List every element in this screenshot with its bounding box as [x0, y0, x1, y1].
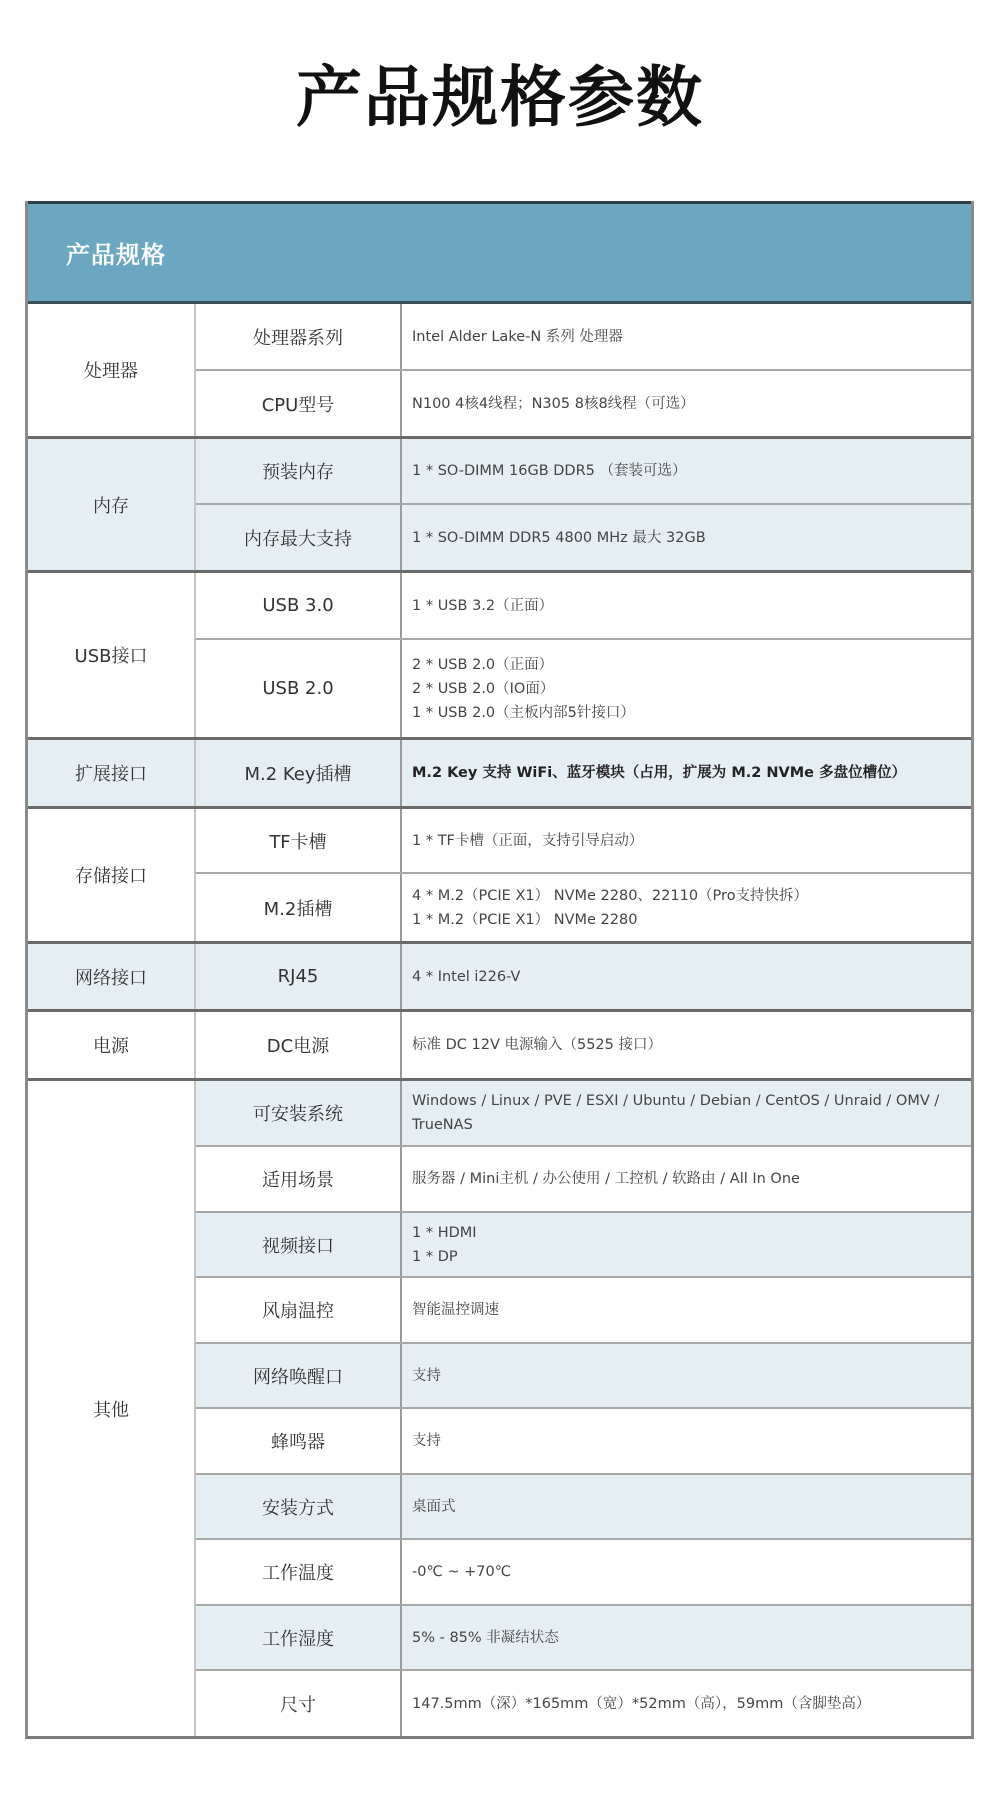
section-rows	[196, 809, 971, 941]
spec-row	[196, 1147, 971, 1213]
spec-section	[28, 1012, 971, 1081]
spec-value	[402, 740, 971, 806]
spec-section	[28, 439, 971, 573]
spec-row	[196, 809, 971, 874]
section-category: 内存	[28, 439, 196, 570]
spec-key: DC电源	[196, 1012, 402, 1078]
spec-value-line: 2 * USB 2.0（正面）	[412, 656, 554, 673]
spec-value	[402, 304, 971, 369]
spec-value-line: M.2 Key 支持 WiFi、蓝牙模块（占用，扩展为 M.2 NVMe 多盘位槽位）	[412, 765, 907, 781]
section-category: USB接口	[28, 573, 196, 737]
spec-row	[196, 944, 971, 1009]
spec-value	[402, 1409, 971, 1473]
spec-value-line: 4 * M.2（PCIE X1） NVMe 2280、22110（Pro支持快拆）	[412, 887, 809, 904]
spec-value-line: 5% - 85% 非凝结状态	[412, 1629, 559, 1646]
spec-value-line: 智能温控调速	[412, 1302, 499, 1318]
spec-value-line: 1 * SO-DIMM DDR5 4800 MHz 最大 32GB	[412, 529, 706, 546]
spec-value	[402, 944, 971, 1009]
spec-value-line: 4 * Intel i226-V	[412, 968, 521, 985]
section-category: 电源	[28, 1012, 196, 1078]
spec-key: 视频接口	[196, 1213, 402, 1276]
spec-value	[402, 809, 971, 872]
spec-value-line: 1 * USB 2.0（主板内部5针接口）	[412, 704, 635, 721]
spec-table	[25, 201, 974, 1739]
spec-value-line: 1 * HDMI	[412, 1224, 477, 1241]
spec-value	[402, 1606, 971, 1669]
page-title: 产品规格参数	[296, 59, 704, 136]
spec-value-line: 服务器 / Mini主机 / 办公使用 / 工控机 / 软路由 / All In One	[412, 1171, 800, 1187]
spec-key: 网络唤醒口	[196, 1344, 402, 1407]
spec-section	[28, 740, 971, 809]
section-rows	[196, 573, 971, 737]
section-category: 存储接口	[28, 809, 196, 941]
table-header-title: 产品规格	[66, 241, 166, 269]
spec-value-line: 标准 DC 12V 电源输入（5525 接口）	[412, 1037, 662, 1053]
spec-value	[402, 1213, 971, 1276]
spec-key: 预装内存	[196, 439, 402, 503]
spec-section	[28, 809, 971, 944]
spec-value-line: Intel Alder Lake-N 系列 处理器	[412, 328, 623, 345]
section-rows	[196, 944, 971, 1009]
spec-sections	[28, 304, 971, 1736]
spec-value-line: 1 * USB 3.2（正面）	[412, 597, 554, 614]
spec-key: USB 2.0	[196, 640, 402, 737]
section-category: 扩展接口	[28, 740, 196, 806]
spec-key: 可安装系统	[196, 1081, 402, 1145]
section-rows	[196, 1081, 971, 1736]
spec-key: 工作湿度	[196, 1606, 402, 1669]
spec-key: USB 3.0	[196, 573, 402, 638]
spec-value	[402, 1081, 971, 1145]
spec-row	[196, 371, 971, 436]
spec-key: 蜂鸣器	[196, 1409, 402, 1473]
spec-value-line: 1 * TF卡槽（正面，支持引导启动）	[412, 832, 644, 849]
spec-key: CPU型号	[196, 371, 402, 436]
spec-key: M.2插槽	[196, 874, 402, 941]
table-header	[28, 201, 971, 304]
spec-value-line: 桌面式	[412, 1498, 456, 1515]
spec-value	[402, 640, 971, 737]
spec-section	[28, 573, 971, 740]
spec-row	[196, 1409, 971, 1475]
spec-section	[28, 944, 971, 1012]
spec-row	[196, 1012, 971, 1078]
spec-value	[402, 874, 971, 941]
spec-row	[196, 640, 971, 737]
spec-row	[196, 1344, 971, 1409]
spec-row	[196, 1475, 971, 1540]
spec-row	[196, 1671, 971, 1736]
spec-key: 尺寸	[196, 1671, 402, 1736]
spec-key: 内存最大支持	[196, 505, 402, 570]
spec-value-line: Windows / Linux / PVE / ESXI / Ubuntu / Debian / CentOS / Unraid / OMV / TrueNAS	[412, 1093, 940, 1133]
spec-row	[196, 1278, 971, 1344]
spec-value-line: 支持	[412, 1367, 441, 1384]
spec-value	[402, 573, 971, 638]
spec-row	[196, 505, 971, 570]
spec-row	[196, 573, 971, 640]
spec-value	[402, 1012, 971, 1078]
section-category: 其他	[28, 1081, 196, 1736]
spec-value-line: -0℃ ~ +70℃	[412, 1564, 511, 1580]
spec-value	[402, 1278, 971, 1342]
spec-key: RJ45	[196, 944, 402, 1009]
spec-row	[196, 439, 971, 505]
spec-row	[196, 1606, 971, 1671]
spec-value-line: 支持	[412, 1433, 441, 1449]
section-category: 网络接口	[28, 944, 196, 1009]
spec-row	[196, 304, 971, 371]
spec-value-line: 1 * M.2（PCIE X1） NVMe 2280	[412, 911, 638, 928]
spec-value-line: N100 4核4线程；N305 8核8线程（可选）	[412, 395, 695, 412]
spec-key: 安装方式	[196, 1475, 402, 1538]
spec-value	[402, 371, 971, 436]
spec-value-line: 1 * DP	[412, 1248, 458, 1265]
spec-value	[402, 1147, 971, 1211]
spec-row	[196, 1213, 971, 1278]
spec-value	[402, 1540, 971, 1604]
spec-row	[196, 1081, 971, 1147]
spec-key: 处理器系列	[196, 304, 402, 369]
spec-key: 工作温度	[196, 1540, 402, 1604]
spec-row	[196, 740, 971, 806]
section-rows	[196, 439, 971, 570]
spec-section	[28, 1081, 971, 1736]
spec-row	[196, 1540, 971, 1606]
spec-key: 风扇温控	[196, 1278, 402, 1342]
spec-value	[402, 505, 971, 570]
spec-value-line: 2 * USB 2.0（IO面）	[412, 680, 555, 697]
section-rows	[196, 740, 971, 806]
spec-value	[402, 1671, 971, 1736]
spec-key: 适用场景	[196, 1147, 402, 1211]
spec-value	[402, 439, 971, 503]
spec-value	[402, 1475, 971, 1538]
spec-key: TF卡槽	[196, 809, 402, 872]
spec-section	[28, 304, 971, 439]
spec-key: M.2 Key插槽	[196, 740, 402, 806]
section-category: 处理器	[28, 304, 196, 436]
section-rows	[196, 304, 971, 436]
section-rows	[196, 1012, 971, 1078]
spec-value-line: 1 * SO-DIMM 16GB DDR5 （套装可选）	[412, 463, 687, 479]
spec-row	[196, 874, 971, 941]
spec-value-line: 147.5mm（深）*165mm（宽）*52mm（高），59mm（含脚垫高）	[412, 1695, 871, 1712]
spec-value	[402, 1344, 971, 1407]
